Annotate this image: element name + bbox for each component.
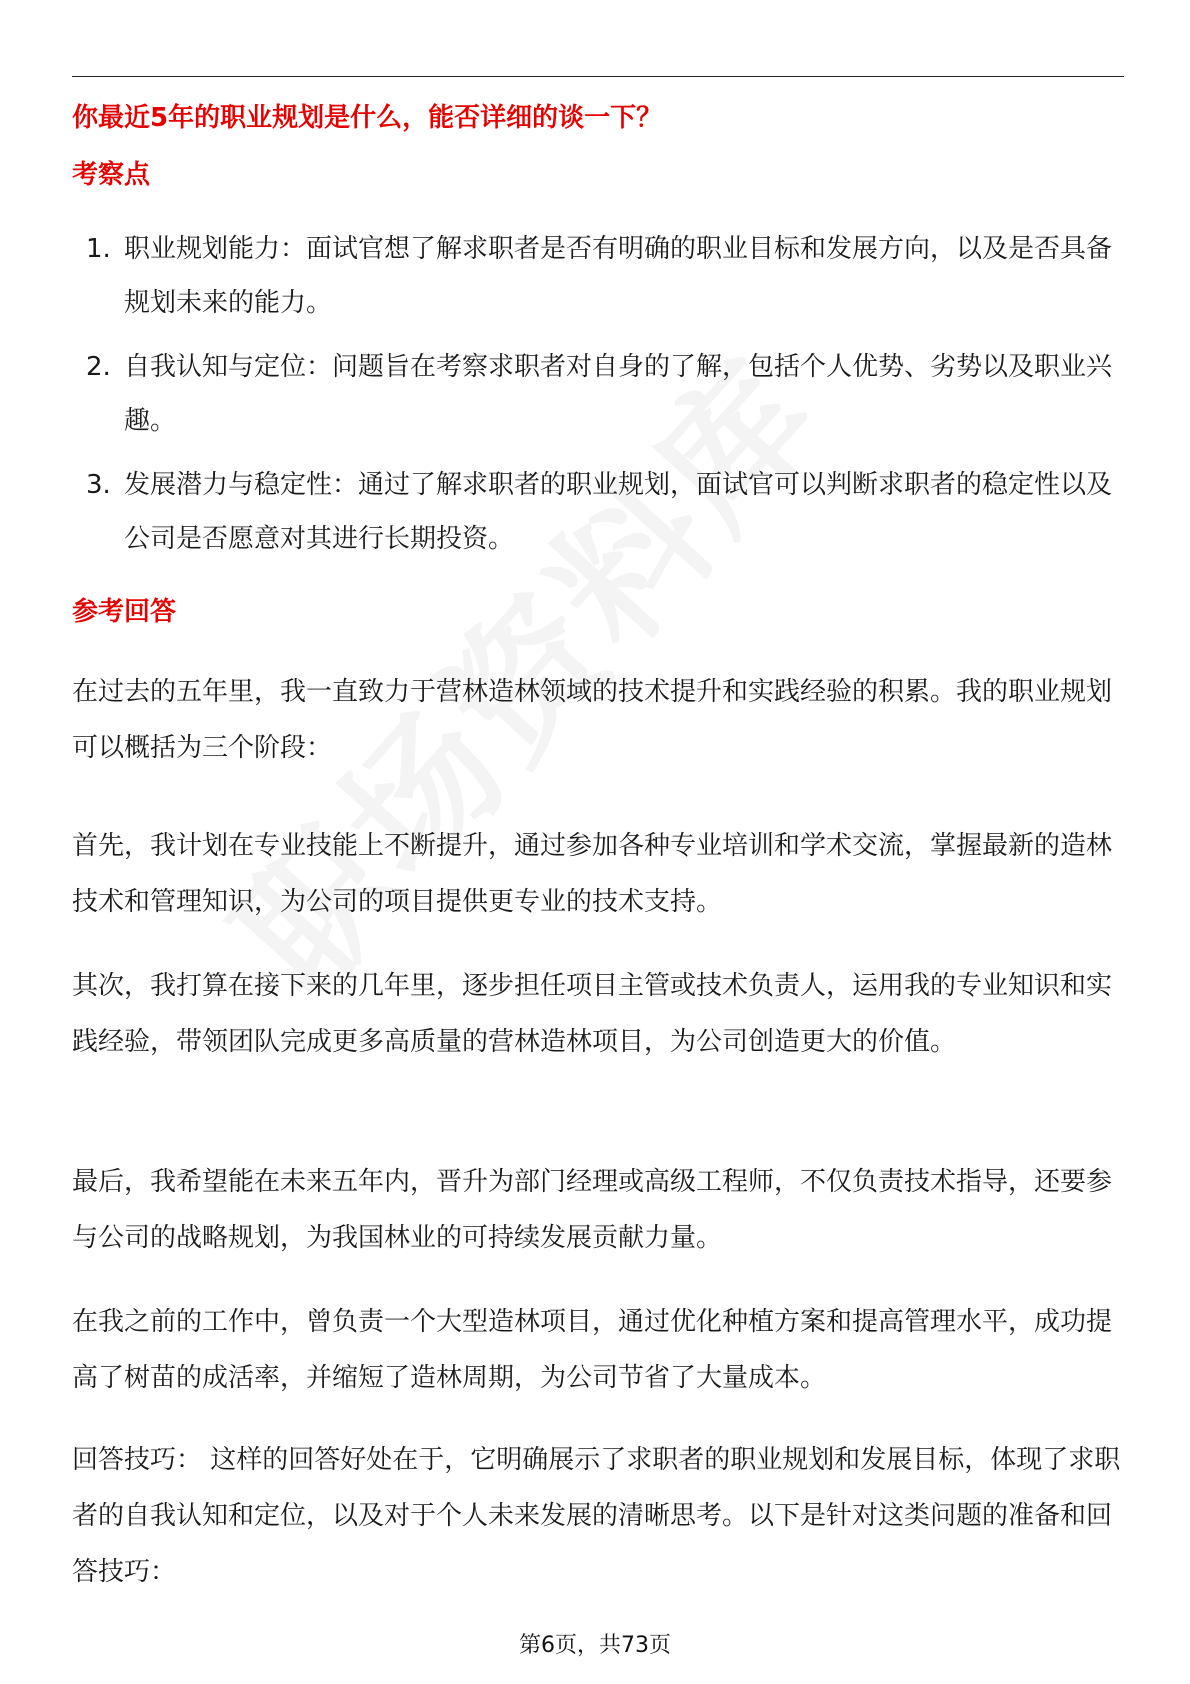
list-number: 3. [86, 470, 111, 500]
list-item [72, 458, 1124, 566]
answer-paragraph: 最后，我希望能在未来五年内，晋升为部门经理或高级工程师，不仅负责技术指导，还要参与公司的战略规划，为我国林业的可持续发展贡献力量。 [72, 1167, 1113, 1253]
list-text: 自我认知与定位：问题旨在考察求职者对自身的了解，包括个人优势、劣势以及职业兴趣。 [124, 352, 1113, 436]
points-list [72, 222, 1124, 576]
list-number: 1. [86, 234, 111, 264]
answer-heading: 参考回答 [72, 597, 177, 627]
tips-paragraph: 回答技巧： 这样的回答好处在于，它明确展示了求职者的职业规划和发展目标，体现了求职者的自我认知和定位，以及对于个人未来发展的清晰思考。以下是针对这类问题的准备和回答技巧： [72, 1445, 1121, 1587]
list-text: 发展潜力与稳定性：通过了解求职者的职业规划，面试官可以判断求职者的稳定性以及公司是否愿意对其进行长期投资。 [124, 470, 1113, 554]
answer-paragraph: 首先，我计划在专业技能上不断提升，通过参加各种专业培训和学术交流，掌握最新的造林技术和管理知识，为公司的项目提供更专业的技术支持。 [72, 831, 1113, 917]
list-text: 职业规划能力：面试官想了解求职者是否有明确的职业目标和发展方向，以及是否具备规划未来的能力。 [124, 234, 1113, 318]
list-number: 2. [86, 352, 111, 382]
question-title: 你最近5年的职业规划是什么，能否详细的谈一下？ [72, 103, 663, 133]
answer-paragraph: 其次，我打算在接下来的几年里，逐步担任项目主管或技术负责人，运用我的专业知识和实践经验，带领团队完成更多高质量的营林造林项目，为公司创造更大的价值。 [72, 971, 1113, 1057]
header-rule [72, 76, 1124, 77]
answer-paragraph: 在我之前的工作中，曾负责一个大型造林项目，通过优化种植方案和提高管理水平，成功提高了树苗的成活率，并缩短了造林周期，为公司节省了大量成本。 [72, 1307, 1113, 1393]
page-footer: 第6页，共73页 [519, 1633, 671, 1658]
list-item [72, 222, 1124, 330]
points-heading: 考察点 [72, 160, 151, 190]
list-item [72, 340, 1124, 448]
answer-paragraph: 在过去的五年里，我一直致力于营林造林领域的技术提升和实践经验的积累。我的职业规划可以概括为三个阶段： [72, 677, 1113, 763]
